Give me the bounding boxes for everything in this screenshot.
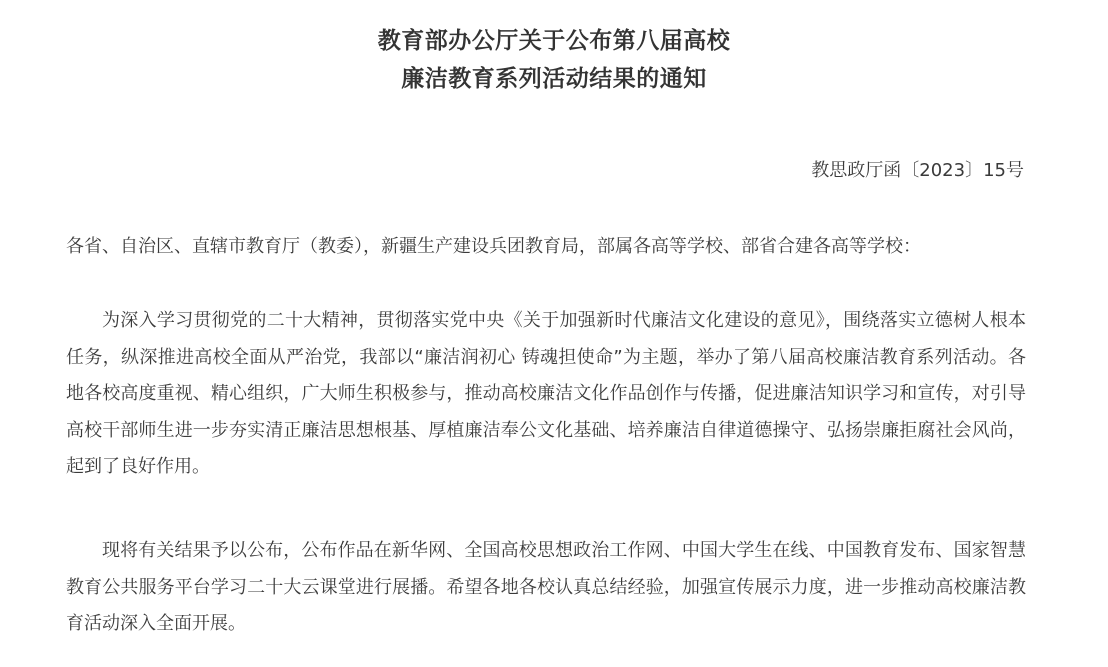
body-paragraph-1: 为深入学习贯彻党的二十大精神，贯彻落实党中央《关于加强新时代廉洁文化建设的意见》，围绕落实立德树人根本任务，纵深推进高校全面从严治党，我部以“廉洁润初心 铸魂担使命”为主题，举办了第八届高校廉洁教育系列活动。各地各校高度重视、精心组织，广大师生积极参与，推动高校廉洁文化作品创作与传播，促进廉洁知识学习和宣传，对引导高校干部师生进一步夯实清正廉洁思想根基、厚植廉洁奉公文化基础、培养廉洁自律道德操守、弘扬崇廉拒腐社会风尚，起到了良好作用。 (66, 310, 1026, 477)
document-number: 教思政厅函〔2023〕15号 (811, 160, 1024, 181)
body-paragraph-2: 现将有关结果予以公布，公布作品在新华网、全国高校思想政治工作网、中国大学生在线、中国教育发布、国家智慧教育公共服务平台学习二十大云课堂进行展播。希望各地各校认真总结经验，加强宣传展示力度，进一步推动高校廉洁教育活动深入全面开展。 (66, 540, 1026, 634)
notice-title-line1: 教育部办公厅关于公布第八届高校 (377, 28, 731, 54)
notice-title-line2: 廉洁教育系列活动结果的通知 (401, 66, 707, 92)
salutation: 各省、自治区、直辖市教育厅（教委），新疆生产建设兵团教育局，部属各高等学校、部省合建各高等学校： (66, 236, 921, 257)
